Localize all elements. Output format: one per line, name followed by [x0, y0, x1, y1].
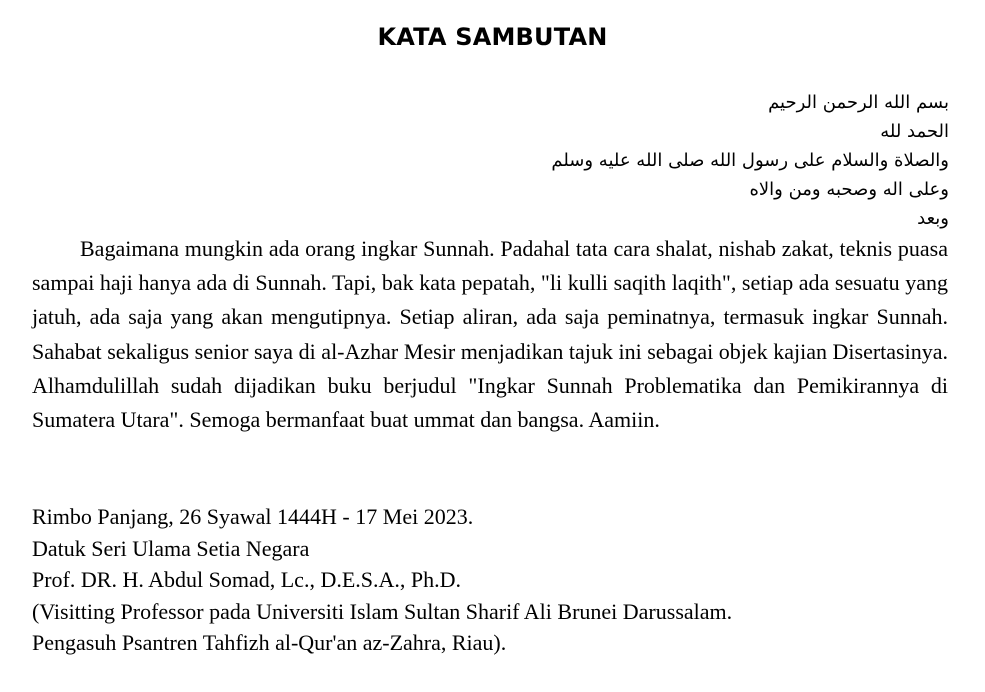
salawat-family-line: وعلى اله وصحبه ومن والاه	[749, 179, 949, 200]
body-paragraph: Bagaimana mungkin ada orang ingkar Sunnah. Padahal tata cara shalat, nishab zakat, teknis puasa sampai haji hanya ada di Sunnah. Tapi, bak kata pepatah, "li kulli saqith laqith", setiap ada sesuatu yang jatuh, ada saja yang akan mengutipnya. Setiap aliran, ada saja peminatnya, termasuk ingkar Sunnah. Sahabat sekaligus senior saya di al-Azhar Mesir menjadikan tajuk ini sebagai objek kajian Disertasinya. Alhamdulillah sudah dijadikan buku berjudul "Ingkar Sunnah Problematika dan Pemikirannya di Sumatera Utara". Semoga bermanfaat buat ummat dan bangsa. Aamiin.	[32, 236, 948, 433]
author-name: Prof. DR. H. Abdul Somad, Lc., D.E.S.A., Ph.D.	[32, 567, 462, 593]
signature-block	[32, 501, 962, 659]
place-date: Rimbo Panjang, 26 Syawal 1444H - 17 Mei 2023.	[32, 504, 474, 529]
page-title: KATA SAMBUTAN	[377, 23, 608, 51]
wabadu-line: وبعد	[917, 208, 949, 229]
arabic-opening	[349, 88, 949, 233]
author-position-2: Pengasuh Psantren Tahfizh al-Qur'an az-Zahra, Riau).	[32, 630, 507, 656]
salawat-line: والصلاة والسلام على رسول الله صلى الله عليه وسلم	[551, 150, 949, 171]
hamdalah-line: الحمد لله	[880, 121, 949, 142]
author-position-1: (Visitting Professor pada Universiti Islam Sultan Sharif Ali Brunei Darussalam.	[32, 598, 733, 624]
honorific-title: Datuk Seri Ulama Setia Negara	[32, 535, 310, 561]
basmala-line: بسم الله الرحمن الرحيم	[768, 92, 949, 113]
